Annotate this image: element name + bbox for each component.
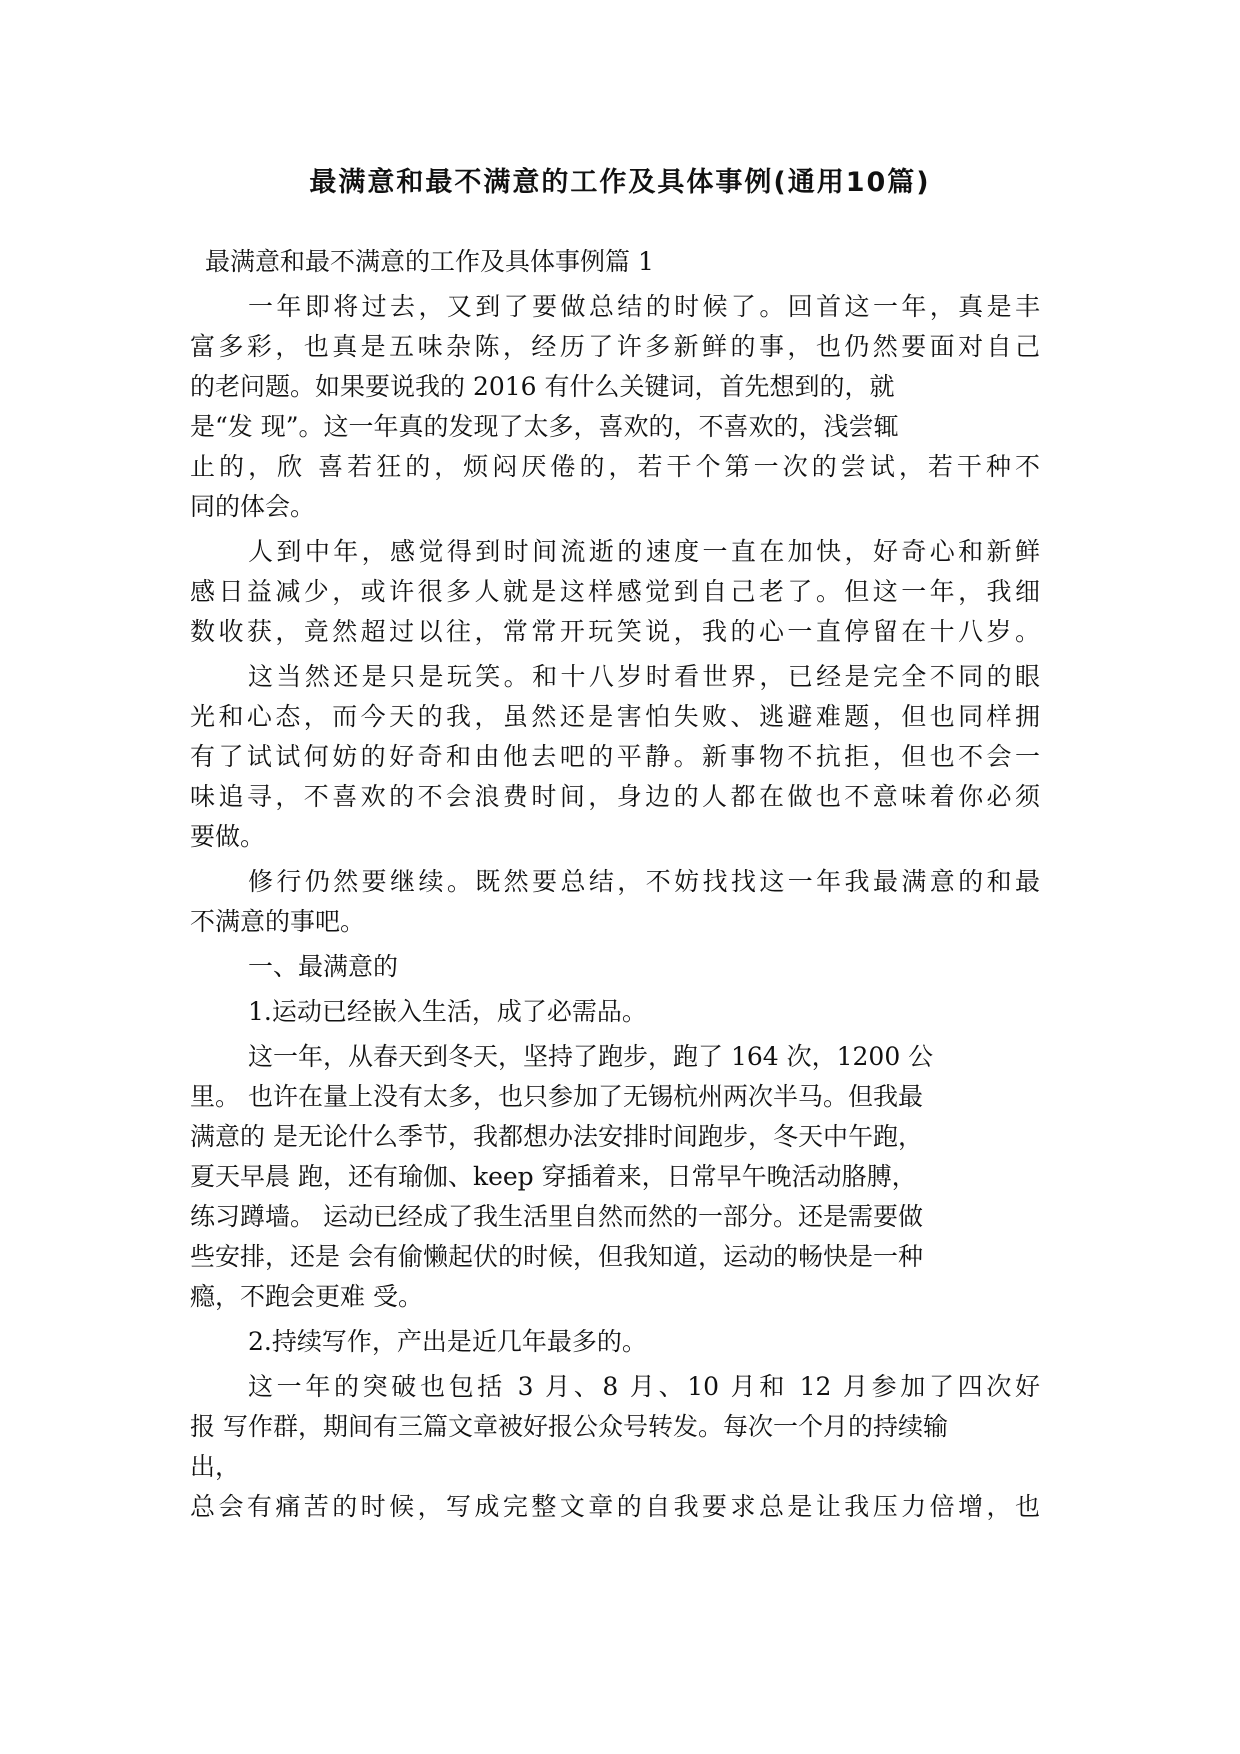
list-item-heading: 1.运动已经嵌入生活，成了必需品。 (248, 997, 647, 1026)
paragraph-line: 感日益减少，或许很多人就是这样感觉到自己老了。但这一年，我细 (190, 577, 1040, 606)
paragraph-line: 里。 也许在量上没有太多，也只参加了无锡杭州两次半马。但我最 (190, 1082, 923, 1111)
list-item-heading: 2.持续写作，产出是近几年最多的。 (248, 1327, 647, 1356)
paragraph-line: 光和心态，而今天的我，虽然还是害怕失败、逃避难题，但也同样拥 (190, 702, 1040, 731)
paragraph-line: 这一年的突破也包括 3 月、8 月、10 月和 12 月参加了四次好 (248, 1372, 1040, 1401)
paragraph-line: 味追寻，不喜欢的不会浪费时间，身边的人都在做也不意味着你必须 (190, 782, 1040, 811)
paragraph-line: 的老问题。如果要说我的 2016 有什么关键词，首先想到的，就 (190, 372, 895, 401)
paragraph-line: 要做。 (190, 822, 266, 851)
paragraph-line: 是“发 现”。这一年真的发现了太多，喜欢的，不喜欢的，浅尝辄 (190, 412, 899, 441)
paragraph-line: 总会有痛苦的时候，写成完整文章的自我要求总是让我压力倍增，也 (190, 1492, 1040, 1521)
paragraph-line: 不满意的事吧。 (190, 907, 366, 936)
paragraph-line: 这一年，从春天到冬天，坚持了跑步，跑了 164 次，1200 公 (248, 1042, 934, 1071)
section-heading: 最满意和最不满意的工作及具体事例篇 1 (205, 247, 654, 276)
paragraph-line: 些安排，还是 会有偷懒起伏的时候，但我知道，运动的畅快是一种 (190, 1242, 923, 1271)
document-title: 最满意和最不满意的工作及具体事例(通用10篇) (309, 167, 931, 198)
paragraph-line: 一年即将过去，又到了要做总结的时候了。回首这一年，真是丰 (248, 292, 1040, 321)
paragraph-line: 满意的 是无论什么季节，我都想办法安排时间跑步，冬天中午跑， (190, 1122, 923, 1151)
subheading: 一、最满意的 (248, 952, 399, 981)
paragraph-line: 修行仍然要继续。既然要总结，不妨找找这一年我最满意的和最 (248, 867, 1040, 896)
paragraph-line: 同的体会。 (190, 492, 316, 521)
paragraph-line: 练习蹲墙。 运动已经成了我生活里自然而然的一部分。还是需要做 (190, 1202, 923, 1231)
paragraph-line: 有了试试何妨的好奇和由他去吧的平静。新事物不抗拒，但也不会一 (190, 742, 1040, 771)
paragraph-line: 报 写作群，期间有三篇文章被好报公众号转发。每次一个月的持续输 (190, 1412, 948, 1441)
paragraph-line: 瘾，不跑会更难 受。 (190, 1282, 423, 1311)
paragraph-line: 这当然还是只是玩笑。和十八岁时看世界，已经是完全不同的眼 (248, 662, 1040, 691)
paragraph-line: 止的，欣 喜若狂的，烦闷厌倦的，若干个第一次的尝试，若干种不 (190, 452, 1040, 481)
paragraph-line: 出， (190, 1452, 241, 1481)
paragraph-line: 人到中年，感觉得到时间流逝的速度一直在加快，好奇心和新鲜 (248, 537, 1040, 566)
paragraph-line: 数收获，竟然超过以往，常常开玩笑说，我的心一直停留在十八岁。 (190, 617, 1040, 646)
paragraph-line: 夏天早晨 跑，还有瑜伽、keep 穿插着来，日常早午晚活动胳膊， (190, 1162, 917, 1191)
paragraph-line: 富多彩，也真是五味杂陈，经历了许多新鲜的事，也仍然要面对自己 (190, 332, 1040, 361)
